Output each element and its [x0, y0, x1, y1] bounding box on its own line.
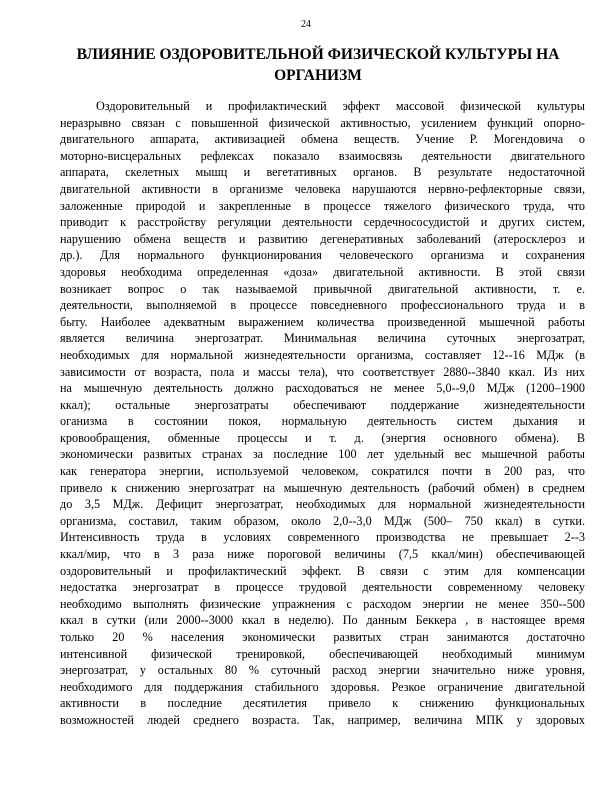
- body-line: нарушению обмена веществ и развитию дегенеративных заболеваний (атеросклероз и: [60, 231, 585, 246]
- body-paragraph: [60, 98, 585, 729]
- body-line: активности в последние десятилетия привело к снижению функциональных: [60, 696, 585, 711]
- body-line: Интенсивность труда в условиях современного производства не превышает 2--3: [60, 530, 585, 545]
- body-line: необходимого для поддержания стабильного здоровья. Резкое ограничение двигательной: [60, 679, 585, 694]
- body-line: зависимости от возраста, пола и массы тела), что соответствует 2880--3840 ккал. Из них: [60, 364, 585, 379]
- body-line: др.). Для нормального функционирования человеческого организма и сохранения: [60, 248, 585, 263]
- body-line: возникает вопрос о так называемой привычной двигательной активности, т. е.: [60, 281, 585, 296]
- body-line: двигательной активности в организме человека нарушаются нервно-рефлекторные связи,: [60, 181, 585, 196]
- body-line: организма, составил, таким образом, около 2,0--3,0 МДж (500– 750 ккал) в сутки.: [60, 513, 585, 528]
- body-line: оганизма в состоянии покоя, нормальную деятельность систем дыхания и: [60, 414, 585, 429]
- body-line: моторно-висцеральных рефлексах показало взаимосвязь деятельности двигательного: [60, 148, 585, 163]
- body-line: кровообращения, обменные процессы и т. д. (энергия основного обмена). В: [60, 430, 585, 445]
- body-line: только 20 % населения экономически развитых стран занимаются достаточно: [60, 630, 585, 644]
- body-line: оздоровительный и профилактический эффект. В связи с этим для компенсации: [60, 563, 585, 578]
- title-line-1: ВЛИЯНИЕ ОЗДОРОВИТЕЛЬНОЙ ФИЗИЧЕСКОЙ КУЛЬТУРЫ НА: [76, 46, 560, 63]
- body-line: быту. Наиболее адекватным выражением количества произведенной мышечной работы: [60, 314, 585, 329]
- body-line: привело к снижению энергозатрат на мышечную деятельность (рабочий обмен) в среднем: [60, 480, 585, 495]
- body-line: необходимых для нормальной жизнедеятельности организма, составляет 12--16 МДж (в: [60, 347, 585, 362]
- body-line: необходимо выполнять физические упражнения с расходом энергии не менее 350--500: [60, 596, 585, 611]
- body-line: как генератора энергии, используемой человеком, сократился почти в 200 раз, что: [60, 464, 585, 479]
- body-line: неразрывно связан с повышенной физической активностью, усилением функций опорно-: [60, 115, 585, 130]
- body-line: деятельности, выполняемой в процессе повседневного профессионального труда и в: [60, 298, 585, 313]
- body-line: аппарата, скелетных мышц и вегетативных органов. В результате недостаточной: [60, 165, 585, 180]
- body-line: до 3,5 МДж. Дефицит энергозатрат, необходимых для нормальной жизнедеятельности: [60, 497, 585, 512]
- body-line: ккал в сутки (или 2000--3000 ккал в неделю). По данным Беккера , в настоящее время: [60, 613, 585, 628]
- title-line-2: ОРГАНИЗМ: [274, 67, 362, 84]
- body-line: экономически развитых странах за последние 100 лет удельный вес мышечной работы: [60, 447, 585, 462]
- page-title: [48, 44, 588, 86]
- body-line: заложенные природой и закрепленные в процессе тяжелого физического труда, что: [60, 198, 585, 213]
- body-line: недостатка энергозатрат в процессе трудовой деятельности современному человеку: [60, 580, 585, 595]
- body-line: интенсивной физической тренировкой, обеспечивающей необходимый минимум: [60, 646, 585, 661]
- body-line: является величина энергозатрат. Минимальная величина суточных энергозатрат,: [60, 331, 585, 346]
- body-line: Оздоровительный и профилактический эффект массовой физической культуры: [96, 99, 585, 113]
- body-line: двигательного аппарата, активизацией обмена веществ. Учение Р. Могендовича о: [60, 132, 585, 147]
- body-line: энергозатрат, у остальных 80 % суточный расход энергии значительно ниже уровня,: [60, 663, 585, 678]
- body-line: здоровья необходима определенная «доза» двигательной активности. В этой связи: [60, 264, 585, 279]
- body-line: ккал/мир, что в 3 раза ниже пороговой величины (7,5 ккал/мин) обеспечивающей: [60, 547, 585, 562]
- page-number: 24: [301, 19, 311, 30]
- body-line: ккал); остальные энергозатраты обеспечивают поддержание жизнедеятельности: [60, 397, 585, 412]
- body-line: приводит к расстройству регуляции деятельности сердечнососудистой и других систем,: [60, 215, 585, 230]
- body-line: возможностей людей среднего возраста. Так, например, величина МПК у здоровых: [60, 712, 585, 727]
- body-line: на мышечную деятельность должно расходоваться не менее 5,0--9,0 МДж (1200–1900: [60, 381, 585, 396]
